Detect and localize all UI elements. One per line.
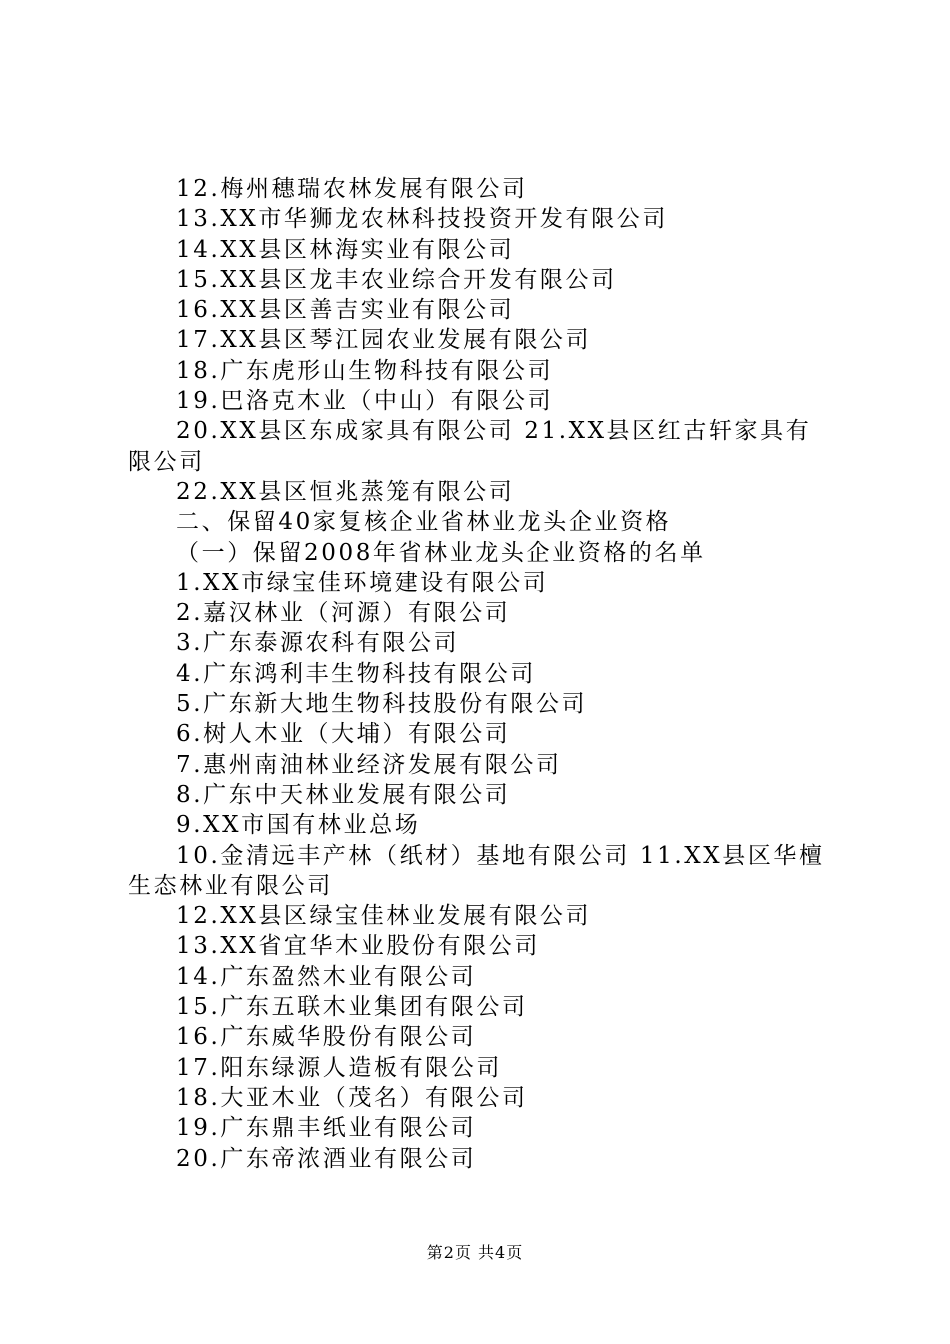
list-item: 10.金清远丰产林（纸材）基地有限公司 11.XX县区华檀生态林业有限公司	[128, 842, 825, 899]
list-item: 20.XX县区东成家具有限公司 21.XX县区红古轩家具有限公司	[128, 418, 812, 475]
list-item: 15.XX县区龙丰农业综合开发有限公司	[176, 266, 617, 293]
list-item: 20.广东帝浓酒业有限公司	[176, 1145, 477, 1172]
list-item: 15.广东五联木业集团有限公司	[176, 994, 528, 1021]
list-item: 14.广东盈然木业有限公司	[176, 963, 477, 990]
list-item: 16.XX县区善吉实业有限公司	[176, 297, 515, 324]
list-item: 18.大亚木业（茂名）有限公司	[176, 1084, 528, 1111]
page-footer: 第2页 共4页	[426, 1243, 524, 1262]
list-item: 7.惠州南油林业经济发展有限公司	[176, 751, 562, 778]
list-item: 16.广东威华股份有限公司	[176, 1024, 477, 1051]
document-body	[128, 174, 834, 1174]
list-item: 3.广东泰源农科有限公司	[176, 630, 460, 657]
list-item: 17.阳东绿源人造板有限公司	[176, 1054, 502, 1081]
list-item: 13.XX市华狮龙农林科技投资开发有限公司	[176, 206, 668, 233]
list-item: 17.XX县区琴江园农业发展有限公司	[176, 327, 592, 354]
list-item: 8.广东中天林业发展有限公司	[176, 781, 511, 808]
list-item: 6.树人木业（大埔）有限公司	[176, 721, 511, 748]
list-item: 1.XX市绿宝佳环境建设有限公司	[176, 569, 549, 596]
list-item: 22.XX县区恒兆蒸笼有限公司	[176, 478, 515, 505]
list-item: 12.梅州穗瑞农林发展有限公司	[176, 176, 528, 202]
list-item: 19.巴洛克木业（中山）有限公司	[176, 388, 554, 415]
list-item: 14.XX县区林海实业有限公司	[176, 236, 515, 263]
list-item: 5.广东新大地生物科技股份有限公司	[176, 691, 588, 718]
list-item: 18.广东虎形山生物科技有限公司	[176, 357, 554, 384]
list-item: 19.广东鼎丰纸业有限公司	[176, 1115, 477, 1142]
list-item: 9.XX市国有林业总场	[176, 812, 421, 839]
list-item: 4.广东鸿利丰生物科技有限公司	[176, 660, 536, 687]
section-heading: 二、保留40家复核企业省林业龙头企业资格	[176, 509, 672, 536]
list-item: 13.XX省宜华木业股份有限公司	[176, 933, 540, 960]
subsection-heading: （一）保留2008年省林业龙头企业资格的名单	[176, 539, 706, 566]
list-item: 12.XX县区绿宝佳林业发展有限公司	[176, 903, 592, 930]
list-item: 2.嘉汉林业（河源）有限公司	[176, 600, 511, 627]
